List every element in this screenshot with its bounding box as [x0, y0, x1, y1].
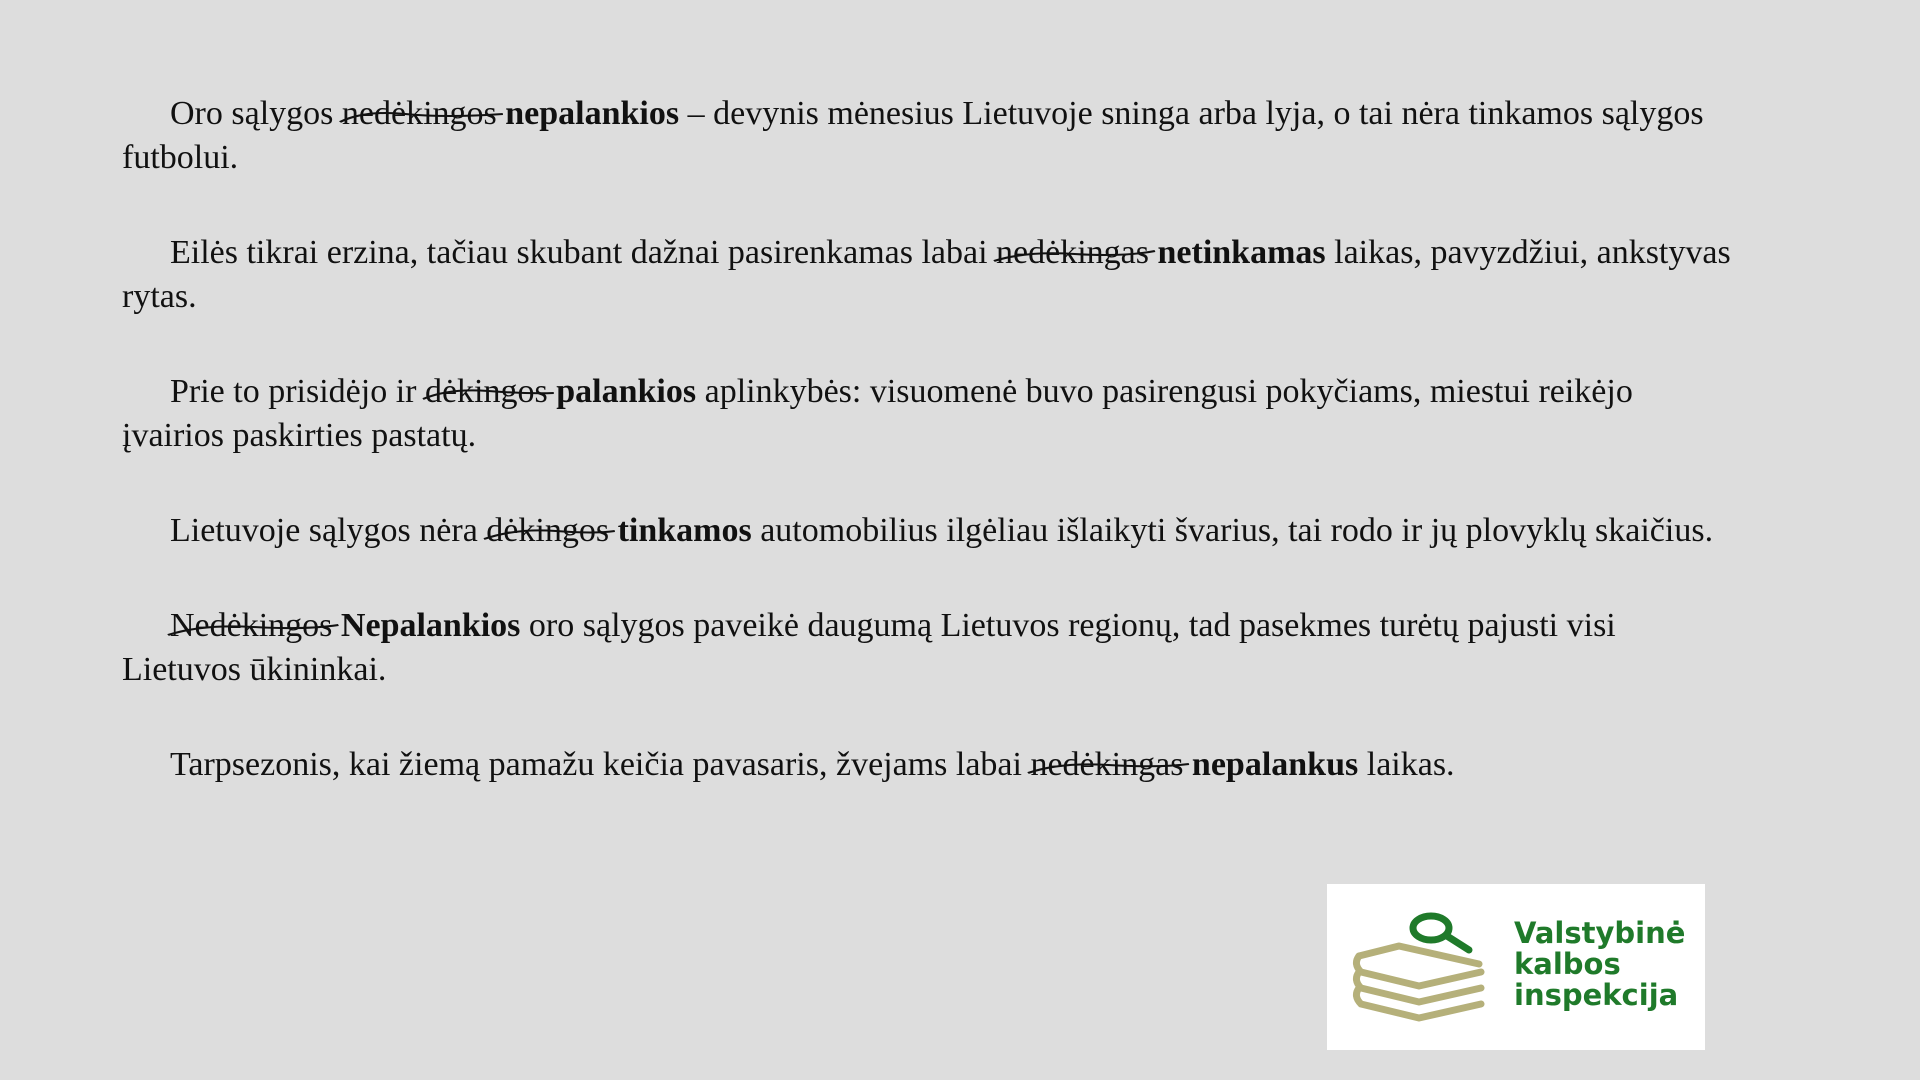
correct-word: nepalankios — [505, 95, 680, 132]
vki-logo — [1327, 884, 1705, 1050]
example-paragraph-1 — [122, 92, 1742, 180]
wrong-word-text: dėkingos — [486, 512, 610, 549]
paragraph-text-after: aplinkybės: visuomenė buvo pasirengusi pokyčiams, miestui reikėjo įvairios paskirties pastatų. — [122, 373, 1633, 454]
logo-line-1: Valstybinė — [1514, 916, 1686, 950]
document-body — [122, 92, 1742, 838]
struck-wrong-word — [425, 370, 548, 414]
paragraph-text-before: Lietuvoje sąlygos nėra — [170, 512, 487, 549]
paragraph-text-before: Oro sąlygos — [170, 95, 342, 132]
correct-word: netinkamas — [1157, 234, 1326, 271]
paragraph-text-after: – devynis mėnesius Lietuvoje sninga arba lyja, o tai nėra tinkamos sąlygos futbolui. — [122, 95, 1704, 176]
paragraph-text-before: Prie to prisidėjo ir — [170, 373, 425, 410]
struck-wrong-word — [1030, 743, 1183, 787]
struck-wrong-word — [996, 231, 1149, 275]
example-paragraph-4 — [122, 509, 1742, 553]
struck-wrong-word — [486, 509, 609, 553]
correct-word: Nepalankios — [340, 607, 521, 644]
paragraph-text-before: Tarpsezonis, kai žiemą pamažu keičia pavasaris, žvejams labai — [170, 746, 1031, 783]
logo-wordmark — [1514, 918, 1685, 1011]
wrong-word-text: nedėkingas — [1030, 746, 1184, 783]
paragraph-text-after: laikas. — [1358, 746, 1455, 783]
wrong-word-text: Nedėkingos — [170, 607, 333, 644]
paragraph-text-before: Eilės tikrai erzina, tačiau skubant dažnai pasirenkamas labai — [170, 234, 997, 271]
correct-word: nepalankus — [1191, 746, 1359, 783]
paragraph-text-after: oro sąlygos paveikė daugumą Lietuvos regionų, tad pasekmes turėtų pajusti visi Lietuvos ūkininkai. — [122, 607, 1616, 688]
wrong-word-text: nedėkingos — [341, 95, 497, 132]
logo-line-3: inspekcija — [1514, 978, 1679, 1012]
book-stack-magnifier-icon — [1349, 906, 1499, 1030]
wrong-word-text: dėkingos — [424, 373, 548, 410]
struck-wrong-word — [342, 92, 497, 136]
wrong-word-text: nedėkingas — [996, 234, 1149, 271]
logo-line-2: kalbos — [1514, 947, 1621, 981]
correct-word: palankios — [556, 373, 697, 410]
example-paragraph-2 — [122, 231, 1742, 319]
paragraph-text-after: automobilius ilgėliau išlaikyti švarius, tai rodo ir jų plovyklų skaičius. — [751, 512, 1714, 549]
struck-wrong-word — [170, 604, 332, 648]
example-paragraph-6 — [122, 743, 1742, 787]
example-paragraph-5 — [122, 604, 1742, 692]
paragraph-text-after: laikas, pavyzdžiui, ankstyvas rytas. — [122, 234, 1731, 315]
example-paragraph-3 — [122, 370, 1742, 458]
correct-word: tinkamos — [617, 512, 752, 549]
